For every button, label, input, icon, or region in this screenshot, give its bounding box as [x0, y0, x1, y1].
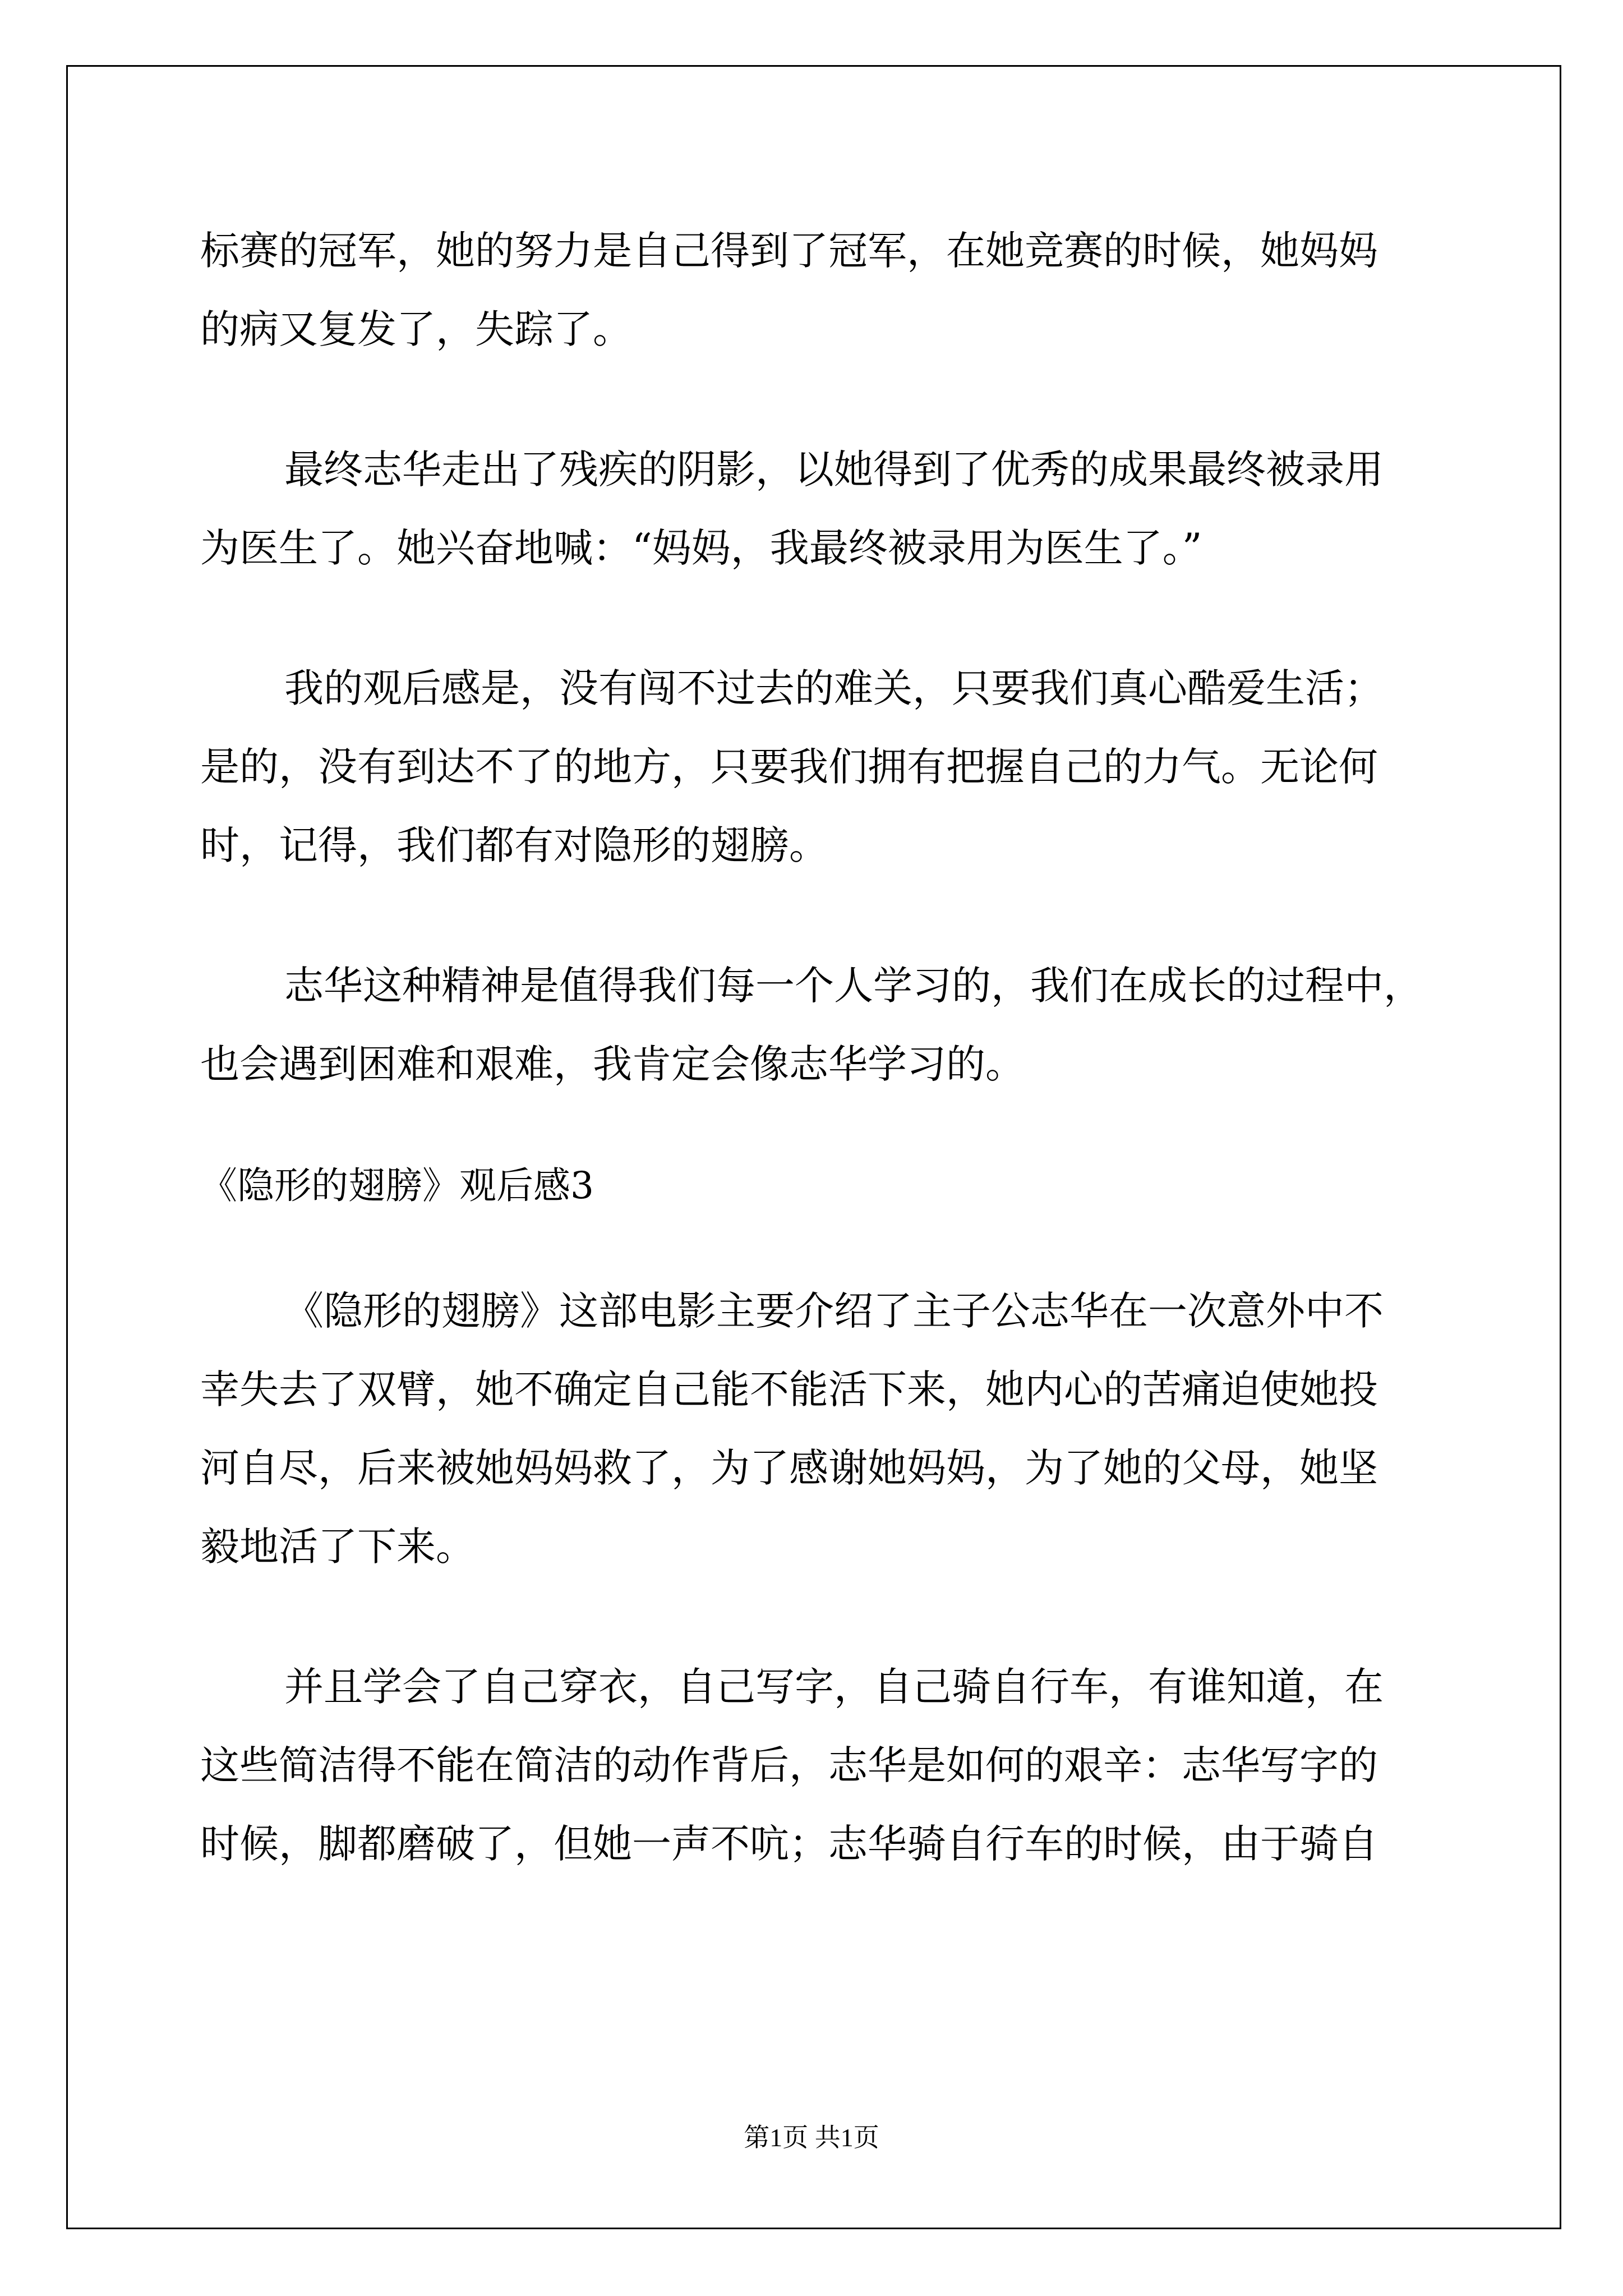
paragraph-start-line: 志华这种精神是值得我们每一个人学习的，我们在成长的过程中， — [284, 963, 1423, 1009]
text-line: 幸失去了双臂，她不确定自己能不能活下来，她内心的苦痛迫使她投 — [200, 1366, 1378, 1412]
paragraph-start-line: 《隐形的翅膀》这部电影主要介绍了主子公志华在一次意外中不 — [284, 1288, 1384, 1334]
page-border — [66, 65, 1561, 2229]
text-line: 河自尽，后来被她妈妈救了，为了感谢她妈妈，为了她的父母，她坚 — [200, 1445, 1378, 1491]
text-line: 的病又复发了，失踪了。 — [200, 306, 632, 352]
page-footer: 第1页 共1页 — [744, 2123, 879, 2152]
paragraph-start-line: 并且学会了自己穿衣，自己写字，自己骑自行车，有谁知道，在 — [284, 1664, 1384, 1710]
text-line: 这些简洁得不能在简洁的动作背后，志华是如何的艰辛：志华写字的 — [200, 1742, 1378, 1788]
paragraph-start-line: 我的观后感是，没有闯不过去的难关，只要我们真心酷爱生活； — [284, 665, 1384, 711]
paragraph-start-line: 最终志华走出了残疾的阴影，以她得到了优秀的成果最终被录用 — [284, 447, 1384, 493]
text-line: 时，记得，我们都有对隐形的翅膀。 — [200, 822, 828, 868]
text-line: 标赛的冠军，她的努力是自己得到了冠军，在她竞赛的时候，她妈妈 — [200, 228, 1378, 274]
text-line: 是的，没有到达不了的地方，只要我们拥有把握自己的力气。无论何 — [200, 744, 1378, 790]
text-line: 也会遇到困难和艰难，我肯定会像志华学习的。 — [200, 1041, 1025, 1087]
section-heading: 《隐形的翅膀》观后感3 — [200, 1164, 594, 1207]
text-line: 时候，脚都磨破了，但她一声不吭；志华骑自行车的时候，由于骑自 — [200, 1821, 1378, 1867]
text-line: 毅地活了下来。 — [200, 1524, 475, 1570]
text-line: 为医生了。她兴奋地喊：“妈妈，我最终被录用为医生了。” — [200, 525, 1202, 571]
